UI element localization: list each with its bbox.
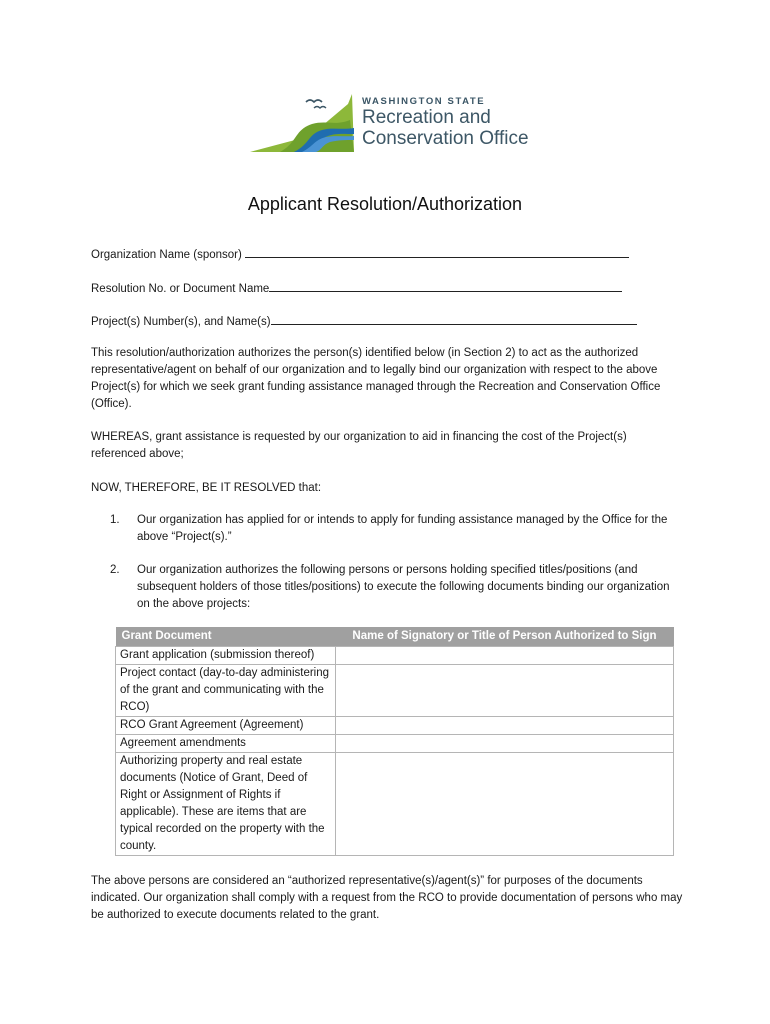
- document-cell: Project contact (day-to-day administering of the grant and communicating with the RCO): [116, 665, 336, 717]
- document-cell: Agreement amendments: [116, 735, 336, 753]
- document-cell: RCO Grant Agreement (Agreement): [116, 717, 336, 735]
- project-names-line[interactable]: [271, 313, 637, 325]
- signatory-cell[interactable]: [336, 735, 674, 753]
- rco-logo: [250, 90, 530, 160]
- authorization-table: [115, 627, 674, 856]
- table-row: [116, 717, 674, 735]
- page-title: Applicant Resolution/Authorization: [247, 194, 523, 214]
- document-cell: Authorizing property and real estate documents (Notice of Grant, Deed of Right or Assignment of Rights if applicable). These are items that are typical recorded on the property with the county.: [116, 753, 336, 856]
- list-item-number: 1.: [110, 514, 120, 526]
- closing-paragraph: The above persons are considered an “authorized representative(s)/agent(s)” for purposes of the documents indicated. Our organization shall comply with a request from the RCO to provide documentation of persons who may be authorized to execute documents related to the grant.: [91, 875, 683, 921]
- column-header-document: Grant Document: [116, 627, 336, 647]
- organization-name-line[interactable]: [245, 246, 629, 258]
- organization-name-label: Organization Name (sponsor): [91, 249, 246, 261]
- project-names-field[interactable]: [91, 313, 637, 328]
- column-header-signatory: Name of Signatory or Title of Person Authorized to Sign: [336, 627, 674, 647]
- logo-line-1: Recreation and: [362, 107, 491, 128]
- table-row: [116, 647, 674, 665]
- project-names-label: Project(s) Number(s), and Name(s): [91, 316, 271, 328]
- list-item-text: Our organization authorizes the following persons or persons holding specified titles/positions (and subsequent holders of those titles/positions) to execute the following documents binding our organization on the above projects:: [137, 564, 670, 610]
- whereas-paragraph: WHEREAS, grant assistance is requested by our organization to aid in financing the cost of the Project(s) referenced above;: [91, 431, 627, 460]
- list-item-number: 2.: [110, 564, 120, 576]
- table-row: [116, 753, 674, 856]
- resolution-number-field[interactable]: [91, 280, 622, 295]
- logo-line-2: Conservation Office: [362, 128, 529, 149]
- resolution-number-label: Resolution No. or Document Name: [91, 283, 270, 295]
- intro-paragraph: This resolution/authorization authorizes the person(s) identified below (in Section 2) to act as the authorized representative/agent on behalf of our organization and to legally bind our organization with respect to the above Project(s) for which we seek grant funding assistance managed through the Recreation and Conservation Office (Office).: [91, 347, 661, 410]
- logo-state: WASHINGTON STATE: [362, 96, 486, 107]
- document-cell: Grant application (submission thereof): [116, 647, 336, 665]
- list-item-text: Our organization has applied for or intends to apply for funding assistance managed by the Office for the above “Project(s).”: [137, 514, 668, 543]
- river-landscape-icon: [250, 90, 360, 156]
- resolved-paragraph: NOW, THEREFORE, BE IT RESOLVED that:: [91, 482, 322, 494]
- signatory-cell[interactable]: [336, 647, 674, 665]
- organization-name-field[interactable]: [91, 246, 629, 261]
- signatory-cell[interactable]: [336, 717, 674, 735]
- signatory-cell[interactable]: [336, 753, 674, 856]
- table-header-row: [116, 627, 674, 647]
- signatory-cell[interactable]: [336, 665, 674, 717]
- logo-wordmark: [362, 96, 529, 149]
- resolution-number-line[interactable]: [269, 280, 622, 292]
- table-row: [116, 735, 674, 753]
- table-row: [116, 665, 674, 717]
